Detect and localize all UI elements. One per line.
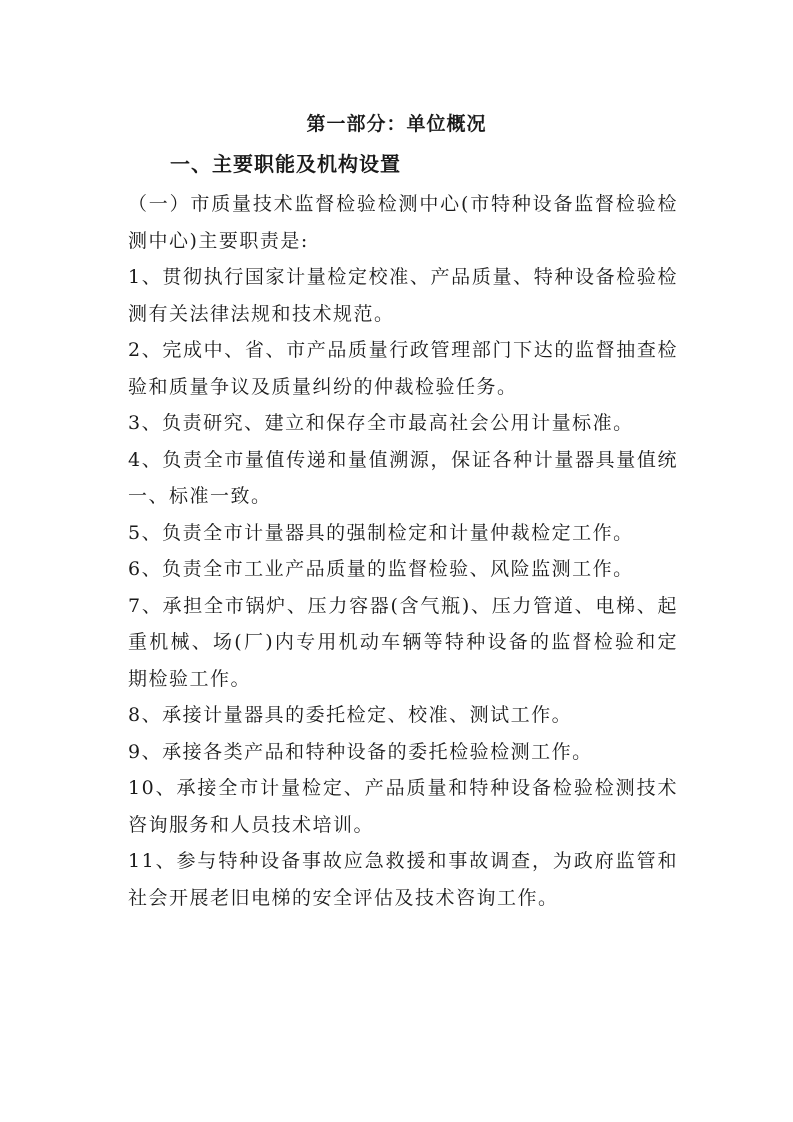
intro-paragraph: （一）市质量技术监督检验检测中心(市特种设备监督检验检测中心)主要职责是:	[128, 193, 678, 252]
list-item-2: 2、完成中、省、市产品质量行政管理部门下达的监督抽查检验和质量争议及质量纠纷的仲裁检验任务。	[128, 339, 678, 398]
list-item-8: 8、承接计量器具的委托检定、校准、测试工作。	[128, 704, 573, 726]
body-text	[128, 186, 678, 916]
list-item-10: 10、承接全市计量检定、产品质量和特种设备检验检测技术咨询服务和人员技术培训。	[128, 777, 678, 836]
list-item-3: 3、负责研究、建立和保存全市最高社会公用计量标准。	[128, 412, 634, 434]
list-item-7: 7、承担全市锅炉、压力容器(含气瓶)、压力管道、电梯、起重机械、场(厂)内专用机动车辆等特种设备的监督检验和定期检验工作。	[128, 594, 678, 690]
list-item-5: 5、负责全市计量器具的强制检定和计量仲裁检定工作。	[128, 521, 634, 544]
list-item-11: 11、参与特种设备事故应急救援和事故调查，为政府监管和社会开展老旧电梯的安全评估及技术咨询工作。	[128, 850, 678, 909]
list-item-1: 1、贯彻执行国家计量检定校准、产品质量、特种设备检验检测有关法律法规和技术规范。	[128, 266, 678, 325]
section-heading: 一、主要职能及机构设置	[170, 152, 401, 176]
list-item-9: 9、承接各类产品和特种设备的委托检验检测工作。	[128, 740, 593, 763]
part-title: 第一部分：单位概况	[306, 113, 487, 135]
list-item-6: 6、负责全市工业产品质量的监督检验、风险监测工作。	[128, 558, 634, 580]
list-item-4: 4、负责全市量值传递和量值溯源，保证各种计量器具量值统一、标准一致。	[128, 448, 678, 507]
